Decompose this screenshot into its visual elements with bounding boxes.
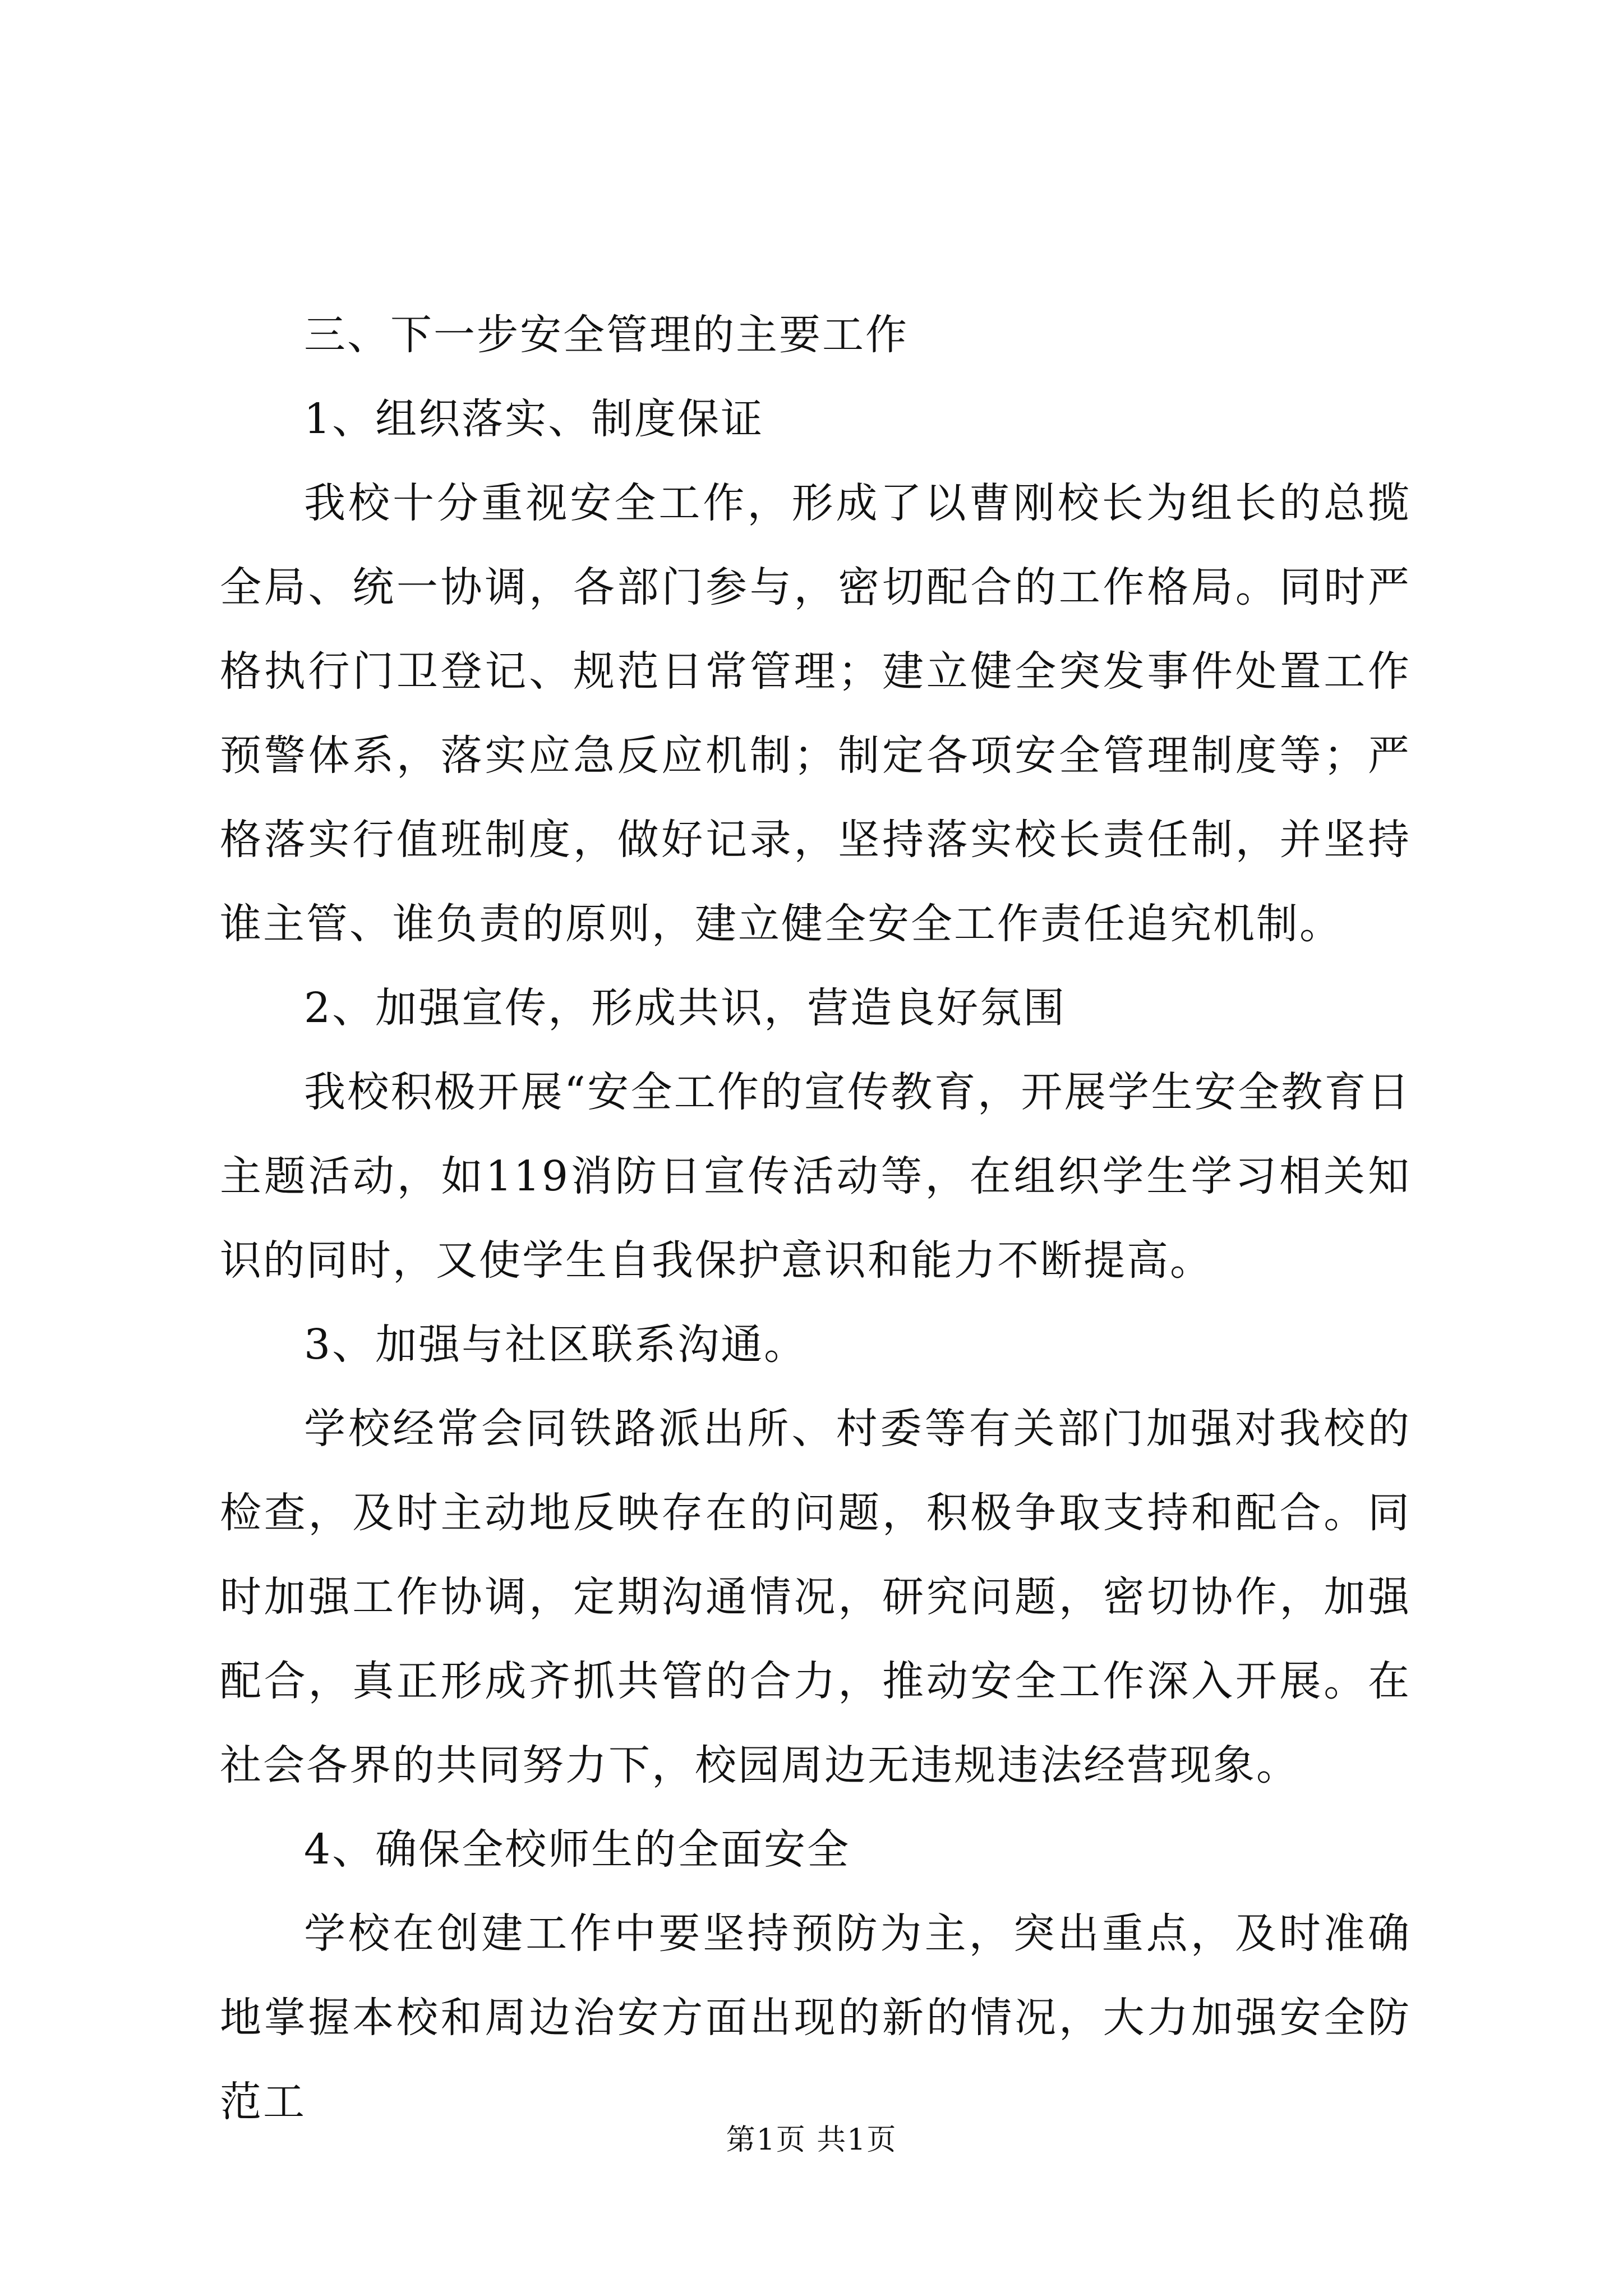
paragraph-3: 学校经常会同铁路派出所、村委等有关部门加强对我校的检查，及时主动地反映存在的问题，积极争取支持和配合。同时加强工作协调，定期沟通情况，研究问题，密切协作，加强配合，真正形成齐抓共管的合力，推动安全工作深入开展。在社会各界的共同努力下，校园周边无违规违法经营现象。: [220, 1405, 1411, 1789]
subheading-2: 2、加强宣传，形成共识，营造良好氛围: [304, 984, 1067, 1032]
section-title: 三、下一步安全管理的主要工作: [304, 311, 909, 359]
page-footer: [0, 2120, 1623, 2160]
page-number: 第1页 共1页: [726, 2123, 897, 2157]
paragraph-4: 学校在创建工作中要坚持预防为主，突出重点，及时准确地掌握本校和周边治安方面出现的新的情况，大力加强安全防范工: [220, 1910, 1411, 2126]
subheading-3: 3、加强与社区联系沟通。: [304, 1320, 808, 1369]
paragraph-1: 我校十分重视安全工作，形成了以曹刚校长为组长的总揽全局、统一协调，各部门参与，密切配合的工作格局。同时严格执行门卫登记、规范日常管理；建立健全突发事件处置工作预警体系，落实应急反应机制；制定各项安全管理制度等；严格落实行值班制度，做好记录，坚持落实校长责任制，并坚持谁主管、谁负责的原则，建立健全安全工作责任追究机制。: [220, 479, 1411, 948]
document-body: [220, 293, 1411, 2144]
subheading-1: 1、组织落实、制度保证: [304, 395, 764, 443]
paragraph-2: 我校积极开展“安全工作的宣传教育，开展学生安全教育日主题活动，如119消防日宣传活动等，在组织学生学习相关知识的同时，又使学生自我保护意识和能力不断提高。: [220, 1068, 1411, 1285]
subheading-4: 4、确保全校师生的全面安全: [304, 1825, 851, 1874]
